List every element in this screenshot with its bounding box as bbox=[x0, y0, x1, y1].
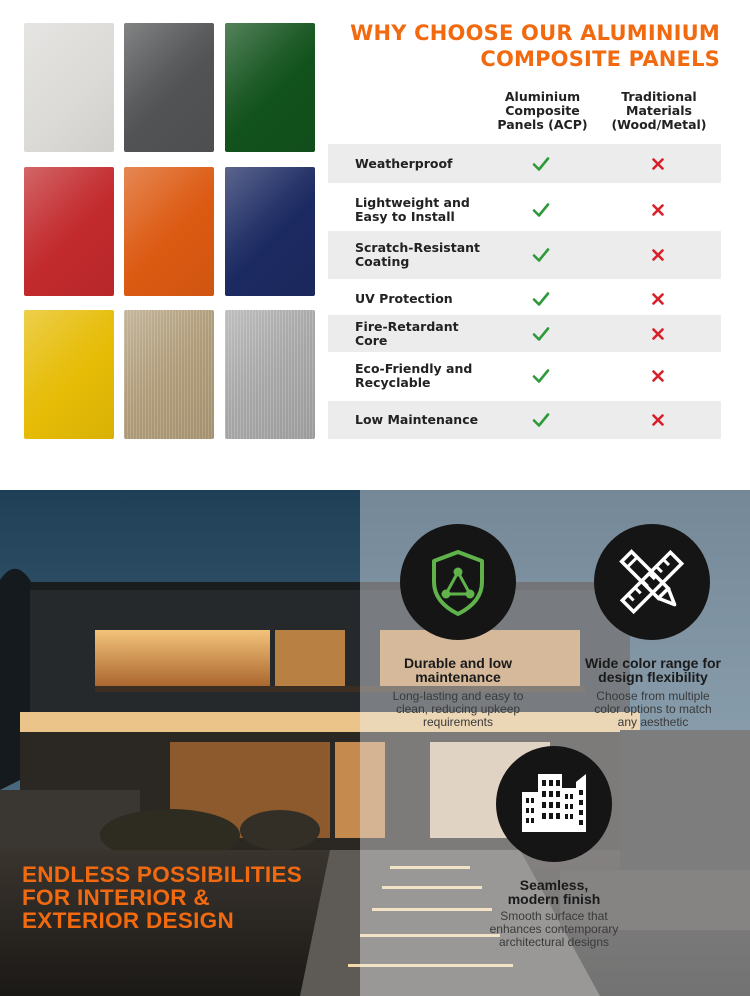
comparison-title-line2: COMPOSITE PANELS bbox=[480, 47, 720, 71]
feature-label bbox=[355, 157, 495, 171]
swatch-yellow bbox=[24, 310, 114, 439]
column-header-traditional-line1: Traditional bbox=[621, 89, 697, 104]
feature-modern-finish-description-line3: architectural designs bbox=[498, 935, 610, 949]
feature-label bbox=[355, 196, 495, 224]
swatch-white bbox=[24, 23, 114, 152]
swatch-red bbox=[24, 167, 114, 296]
feature-label bbox=[355, 320, 495, 348]
swatch-navy bbox=[225, 167, 315, 296]
column-header-acp-line3: Panels (ACP) bbox=[497, 117, 588, 132]
banner-tagline-line2: FOR INTERIOR & bbox=[22, 885, 210, 910]
feature-modern-finish-title-line1: Seamless, bbox=[519, 877, 589, 893]
feature-label bbox=[355, 413, 495, 427]
column-header-acp-line1: Aluminium bbox=[504, 89, 581, 104]
check-icon bbox=[532, 368, 550, 384]
comparison-title-line1: WHY CHOOSE OUR ALUMINIUM bbox=[350, 21, 720, 45]
feature-durable-description bbox=[375, 690, 541, 729]
feature-modern-finish-description bbox=[474, 910, 634, 949]
feature-modern-finish-description-line1: Smooth surface that bbox=[500, 909, 608, 923]
comparison-row bbox=[328, 188, 721, 232]
swatch-green bbox=[225, 23, 315, 152]
swatch-dark-grey bbox=[124, 23, 214, 152]
comparison-row bbox=[328, 282, 721, 315]
cross-icon bbox=[652, 414, 664, 426]
swatch-brushed-gold bbox=[124, 310, 214, 439]
buildings-icon bbox=[496, 746, 612, 862]
feature-durable-title bbox=[380, 656, 536, 684]
ruler-pencil-icon bbox=[594, 524, 710, 640]
feature-label-line2: Easy to Install bbox=[355, 209, 455, 224]
feature-durable-description-line1: Long-lasting and easy to bbox=[392, 689, 524, 703]
feature-durable-title-line1: Durable and low bbox=[403, 655, 513, 671]
feature-modern-finish-title-line2: modern finish bbox=[507, 891, 601, 907]
column-header-acp-line2: Composite bbox=[505, 103, 580, 118]
feature-label-line1: Low Maintenance bbox=[355, 412, 479, 427]
feature-durable-description-line2: clean, reducing upkeep bbox=[395, 702, 521, 716]
banner-tagline-line1: ENDLESS POSSIBILITIES bbox=[22, 862, 303, 887]
feature-label-line1: Lightweight and bbox=[355, 195, 470, 210]
feature-label-line2: Recyclable bbox=[355, 375, 431, 390]
feature-color-range-description bbox=[572, 690, 734, 729]
feature-modern-finish-description-line2: enhances contemporary bbox=[489, 922, 619, 936]
comparison-row bbox=[328, 144, 721, 183]
feature-color-range-description-line2: color options to match bbox=[594, 702, 712, 716]
feature-durable-description-line3: requirements bbox=[422, 715, 494, 729]
comparison-row bbox=[328, 352, 721, 400]
panel-comparison-section bbox=[0, 0, 750, 490]
feature-modern-finish-title bbox=[480, 878, 628, 906]
swatch-brushed-silver bbox=[225, 310, 315, 439]
column-header-acp bbox=[485, 90, 600, 132]
feature-label bbox=[355, 292, 495, 306]
column-header-traditional bbox=[600, 90, 718, 132]
feature-color-range-badge bbox=[594, 524, 710, 640]
banner-tagline bbox=[22, 863, 342, 932]
cross-icon bbox=[652, 249, 664, 261]
feature-label-line1: Eco-Friendly and bbox=[355, 361, 473, 376]
swatch-orange bbox=[124, 167, 214, 296]
column-header-traditional-line3: (Wood/Metal) bbox=[611, 117, 707, 132]
cross-icon bbox=[652, 204, 664, 216]
feature-label-line1: UV Protection bbox=[355, 290, 453, 306]
comparison-row bbox=[328, 231, 721, 279]
shield-icon bbox=[400, 524, 516, 640]
feature-color-range-title-line1: Wide color range for bbox=[584, 655, 721, 671]
feature-label-line1: Weatherproof bbox=[355, 155, 453, 171]
feature-color-range-description-line1: Choose from multiple bbox=[596, 689, 710, 703]
comparison-row bbox=[328, 401, 721, 439]
comparison-row bbox=[328, 315, 721, 352]
design-possibilities-banner bbox=[0, 490, 750, 996]
feature-color-range-title-line2: design flexibility bbox=[598, 669, 708, 685]
feature-label-line1: Scratch-Resistant bbox=[355, 240, 481, 255]
check-icon bbox=[532, 202, 550, 218]
feature-color-range-title bbox=[572, 656, 734, 684]
check-icon bbox=[532, 291, 550, 307]
check-icon bbox=[532, 156, 550, 172]
cross-icon bbox=[652, 328, 664, 340]
feature-label bbox=[355, 241, 495, 269]
feature-modern-finish-badge bbox=[496, 746, 612, 862]
banner-tagline-line3: EXTERIOR DESIGN bbox=[22, 908, 235, 933]
feature-label-line1: Fire-Retardant Core bbox=[355, 318, 459, 348]
cross-icon bbox=[652, 370, 664, 382]
check-icon bbox=[532, 326, 550, 342]
feature-label bbox=[355, 362, 495, 390]
feature-durable-badge bbox=[400, 524, 516, 640]
check-icon bbox=[532, 247, 550, 263]
cross-icon bbox=[652, 158, 664, 170]
cross-icon bbox=[652, 293, 664, 305]
feature-color-range-description-line3: any aesthetic bbox=[617, 715, 689, 729]
comparison-title bbox=[320, 20, 720, 72]
check-icon bbox=[532, 412, 550, 428]
feature-label-line2: Coating bbox=[355, 254, 410, 269]
column-header-traditional-line2: Materials bbox=[626, 103, 692, 118]
feature-durable-title-line2: maintenance bbox=[415, 669, 501, 685]
